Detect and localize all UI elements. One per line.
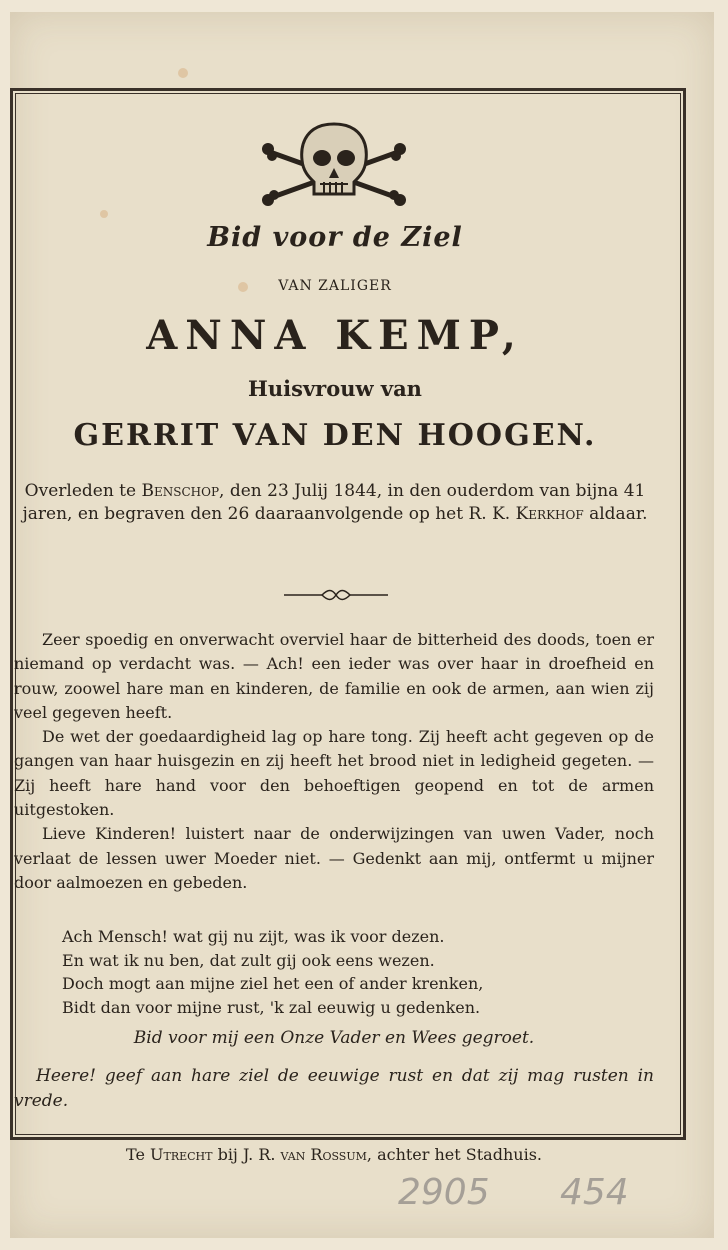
memorial-verse [62, 925, 662, 1019]
paper-stain [178, 68, 188, 78]
relation-line: Huisvrouw van [248, 376, 422, 401]
prayer-line: Bid voor mij een Onze Vader en Wees gegroet. [133, 1028, 535, 1048]
pencil-note: 2905 [398, 1172, 490, 1213]
place-name: Benschop [141, 481, 220, 501]
printer-name: van Rossum [280, 1145, 367, 1164]
printer-imprint: Te Utrecht bij J. R. van Rossum, achter het Stadhuis. [126, 1145, 542, 1164]
paragraph: Lieve Kinderen! luistert naar de onderwijzingen van uwen Vader, noch verlaat de lessen uwer Moeder niet. — Gedenkt aan mij, ontfermt u mijner door aalmoezen en gebeden. [14, 824, 654, 892]
subheading: VAN ZALIGER [278, 278, 392, 294]
printer-city: Utrecht [150, 1145, 213, 1164]
deceased-name: ANNA KEMP, [146, 312, 524, 359]
verse-line: Doch mogt aan mijne ziel het een of ander krenken, [62, 974, 484, 993]
verse-line: Ach Mensch! wat gij nu zijt, was ik voor dezen. [62, 927, 445, 946]
verse-line: Bidt dan voor mijne rust, 'k zal eeuwig u gedenken. [62, 997, 481, 1017]
pencil-note: 454 [560, 1172, 629, 1213]
eulogy-text [14, 628, 654, 895]
verse-line: En wat ik nu ben, dat zult gij ook eens wezen. [62, 950, 435, 970]
cemetery-name: R. K. Kerkhof [468, 504, 584, 524]
closing-prayer: Heere! geef aan hare ziel de eeuwige rust en dat zij mag rusten in vrede. [14, 1066, 654, 1111]
husband-name: GERRIT VAN DEN HOOGEN. [73, 418, 597, 453]
paragraph: Zeer spoedig en onverwacht overviel haar de bitterheid des doods, toen er niemand op verdacht was. — Ach! een ieder was over haar in droefheid en rouw, zoowel hare man en kinderen, de familie en ook de armen, aan wien zij veel gegeven heeft. [14, 630, 654, 722]
heading: Bid voor de Ziel [207, 222, 463, 253]
ornament-divider-icon [282, 588, 390, 602]
death-notice: Overleden te Benschop, den 23 Julij 1844, in den ouderdom van bijna 41 jaren, en begraven den 26 daaraanvolgende op het R. K. Kerkhof aldaar. [22, 481, 648, 524]
skull-crossbones-icon [260, 120, 408, 212]
paragraph: De wet der goedaardigheid lag op hare tong. Zij heeft acht gegeven op de gangen van haar huisgezin en zij heeft het brood niet in ledigheid gegeten. — Zij heeft hare hand voor den behoeftigen geopend en tot de armen uitgestoken. [14, 727, 654, 820]
